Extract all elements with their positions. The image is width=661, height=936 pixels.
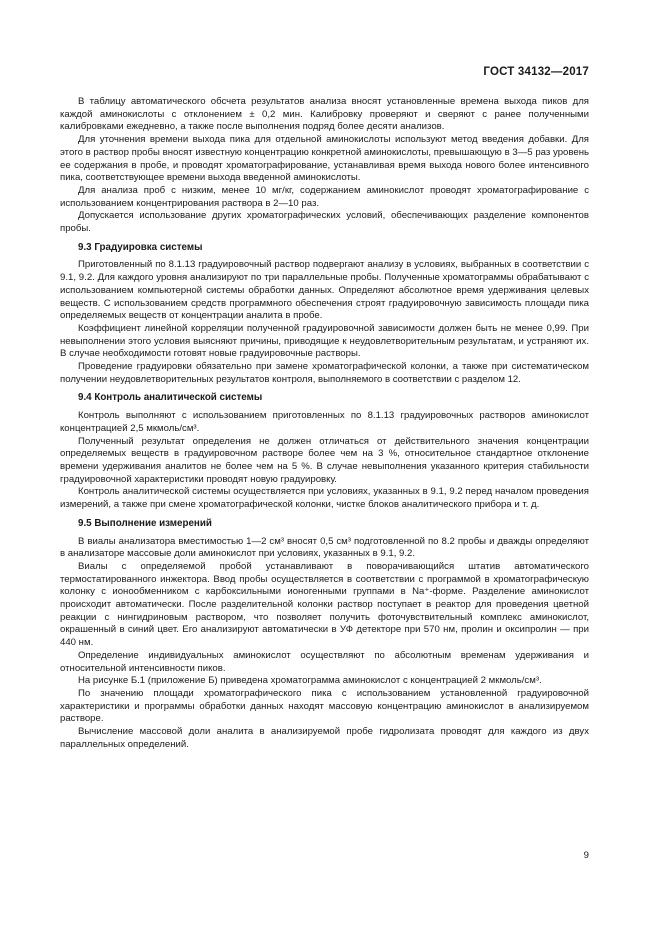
paragraph: Коэффициент линейной корреляции полученной градуировочной зависимости должен быть не менее 0,99. При невыполнении этого условия выясняют причины, приводящие к неудовлетворительным результатам, и устраняют их. В случае необходимости готовят новые градуировочные растворы. bbox=[60, 322, 589, 360]
paragraph: Проведение градуировки обязательно при замене хроматографической колонки, а также при систематическом получении неудовлетворительных результатов контроля, выполняемого в соответствии с разделом 12. bbox=[60, 361, 589, 385]
paragraph: Контроль выполняют с использованием приготовленных по 8.1.13 градуировочных растворов аминокислот концентрацией 2,5 мкмоль/см³. bbox=[60, 410, 589, 434]
document-id-header: ГОСТ 34132—2017 bbox=[483, 66, 589, 78]
paragraph: Приготовленный по 8.1.13 градуировочный раствор подвергают анализу в условиях, выбранных в соответствии с 9.1, 9.2. Для каждого уровня анализируют по три параллельные пробы. Полученные хроматограммы обрабатывают с использованием компьютерной системы обработки данных. Определяют абсолютное время удерживания целевых веществ. С использованием средств программного обеспечения строят градуировочную зависимость площади пика определяемых веществ от концентрации аналита в пробе. bbox=[60, 259, 589, 322]
document-body bbox=[60, 96, 589, 751]
section-heading-9-4: 9.4 Контроль аналитической системы bbox=[78, 392, 263, 404]
paragraph: Для уточнения времени выхода пика для отдельной аминокислоты используют метод введения добавки. Для этого в раствор пробы вносят известную концентрацию конкретной аминокислоты, превышающую в 3—5 раз уровень ее содержания в пробе, и проводят хроматографирование, устанавливая время выхода нового более интенсивного пика, соответствующее времени выхода введенной аминокислоты. bbox=[60, 134, 589, 184]
section-heading-9-5: 9.5 Выполнение измерений bbox=[78, 517, 212, 529]
paragraph: В таблицу автоматического обсчета результатов анализа вносят установленные времена выхода пиков для каждой аминокислоты с отклонением ± 0,2 мин. Калибровку проверяют и сверяют с ранее полученными калибровками ежедневно, а также после выполнения подряд более десяти анализов. bbox=[60, 96, 589, 133]
paragraph: Виалы с определяемой пробой устанавливают в поворачивающийся штатив автоматического термостатированного инжектора. Ввод пробы осуществляется в соответствии с программой в хроматографическую колонку с ионообменником с карбоксильными ионогенными группами в Na⁺-форме. Разделение аминокислот происходит автоматически. После разделительной колонки раствор поступает в реактор для проведения цветной реакции с нингидриновым раствором, что позволяет получить фоточувствительный комплекс аминокислот, окрашенный в синий цвет. Его анализируют автоматически в УФ детекторе при 570 нм, пролин и оксипролин — при 440 нм. bbox=[60, 560, 589, 649]
paragraph: Контроль аналитической системы осуществляется при условиях, указанных в 9.1, 9.2 перед началом проведения измерений, а также при смене хроматографической колонки, чистке блоков аналитического прибора и т. д. bbox=[60, 486, 589, 511]
paragraph: В виалы анализатора вместимостью 1—2 см³ вносят 0,5 см³ подготовленной по 8.2 пробы и дважды определяют в анализаторе массовые доли аминокислот при условиях, указанных в 9.1, 9.2. bbox=[60, 535, 589, 560]
section-heading-9-3: 9.3 Градуировка системы bbox=[78, 241, 203, 253]
paragraph: Вычисление массовой доли аналита в анализируемой пробе гидролизата проводят для каждого из двух параллельных определений. bbox=[60, 726, 589, 750]
paragraph: Допускается использование других хроматографических условий, обеспечивающих разделение компонентов пробы. bbox=[60, 210, 589, 235]
page-number: 9 bbox=[583, 850, 589, 861]
paragraph: По значению площади хроматографического пика с использованием установленной градуировочной характеристики и программы обработки данных находят массовую концентрацию аминокислот в анализируемом растворе. bbox=[60, 687, 589, 725]
paragraph: Полученный результат определения не должен отличаться от действительного значения концентрации определяемых веществ в градуировочном растворе более чем на 3 %, относительное стандартное отклонение времени удерживания аналитов не более чем на 5 %. В случае невыполнения указанного критерия стабильности градуировочной характеристики проводят новую градуировку. bbox=[60, 435, 589, 485]
paragraph: На рисунке Б.1 (приложение Б) приведена хроматограмма аминокислот с концентрацией 2 мкмоль/см³. bbox=[78, 675, 542, 687]
paragraph: Определение индивидуальных аминокислот осуществляют по абсолютным временам удерживания и относительной интенсивности пиков. bbox=[60, 649, 589, 674]
paragraph: Для анализа проб с низким, менее 10 мг/кг, содержанием аминокислот проводят хроматографирование с использованием концентрирования раствора в 2—10 раз. bbox=[60, 184, 589, 209]
